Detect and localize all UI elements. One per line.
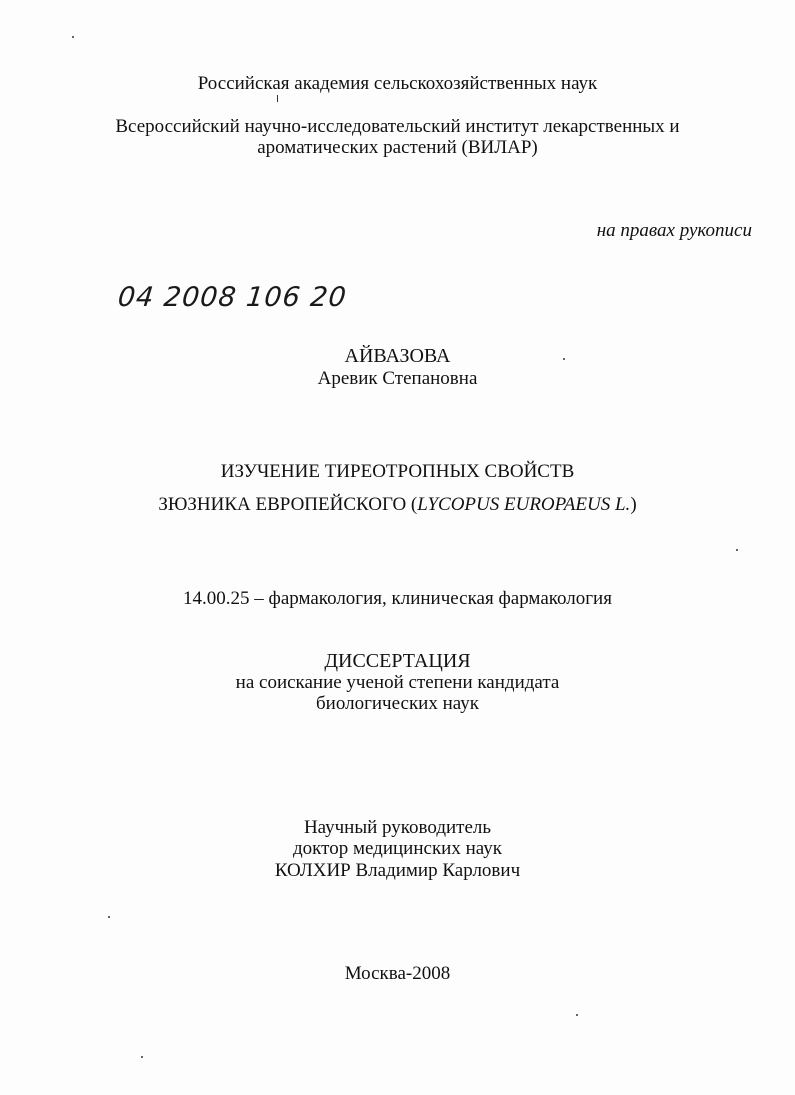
supervisor-degree: доктор медицинских наук xyxy=(293,838,502,859)
supervisor-name: КОЛХИР Владимир Карлович xyxy=(274,860,521,881)
registration-number: 04 2008 106 20 xyxy=(116,282,349,313)
institute-name-line2: ароматических растений (ВИЛАР) xyxy=(257,137,538,158)
author-surname: АЙВАЗОВА xyxy=(344,345,451,367)
dissertation-label: ДИССЕРТАЦИЯ xyxy=(324,650,471,672)
scan-speck xyxy=(563,358,565,360)
dissertation-degree-line1: на соискание ученой степени кандидата xyxy=(235,672,560,693)
place-year: Москва-2008 xyxy=(344,963,451,984)
scan-speck xyxy=(277,95,278,102)
thesis-title-latin: LYCOPUS EUROPAEUS L. xyxy=(417,494,631,515)
academy-name: Российская академия сельскохозяйственных наук xyxy=(197,73,598,94)
author-name: Аревик Степановна xyxy=(317,368,478,389)
thesis-title-line1: ИЗУЧЕНИЕ ТИРЕОТРОПНЫХ СВОЙСТВ xyxy=(220,461,575,482)
thesis-title-prefix: ЗЮЗНИКА ЕВРОПЕЙСКОГО ( xyxy=(158,494,418,515)
scan-speck xyxy=(141,1056,143,1058)
scan-speck xyxy=(108,916,110,918)
supervisor-role: Научный руководитель xyxy=(303,817,492,838)
thesis-title-suffix: ) xyxy=(630,494,637,515)
institute-name-line1: Всероссийский научно-исследовательский институт лекарственных и xyxy=(115,116,680,137)
specialty-code: 14.00.25 – фармакология, клиническая фармакология xyxy=(183,588,612,609)
manuscript-note: на правах рукописи xyxy=(596,220,752,241)
scan-speck xyxy=(736,549,738,551)
dissertation-degree-line2: биологических наук xyxy=(316,693,479,714)
scan-speck xyxy=(72,36,74,38)
scan-speck xyxy=(576,1014,578,1016)
thesis-title-line2 xyxy=(0,494,795,516)
